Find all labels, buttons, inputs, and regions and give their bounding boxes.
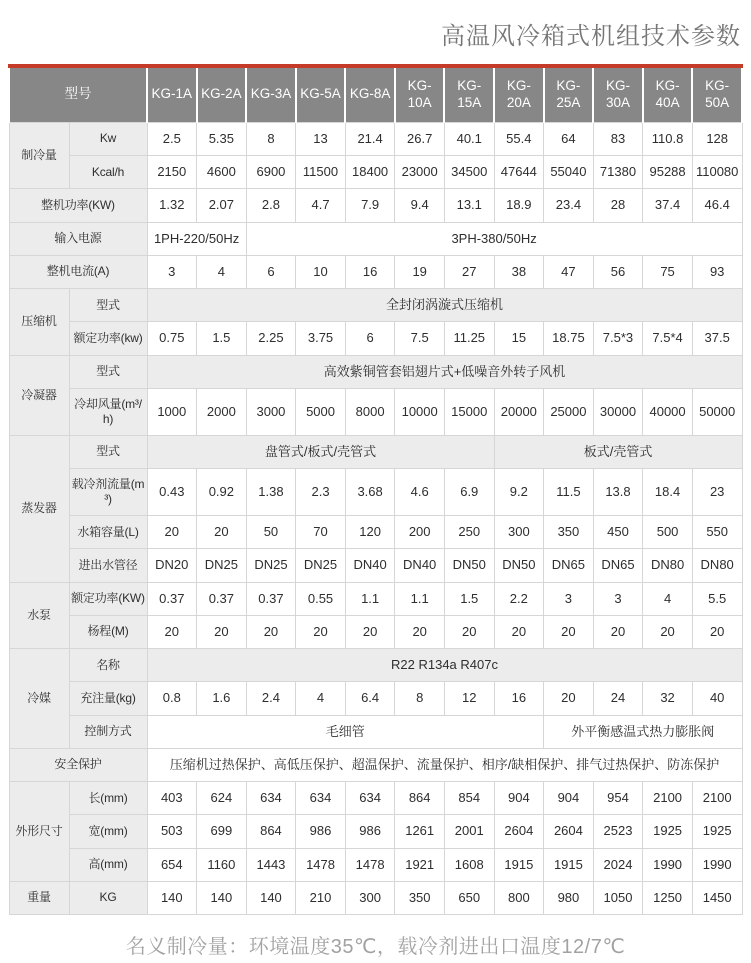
data-cell: 140 xyxy=(197,881,247,914)
row-label: Kw xyxy=(69,122,147,155)
data-cell: 4 xyxy=(643,582,693,615)
data-cell: 1921 xyxy=(395,848,445,881)
row-group-label: 水泵 xyxy=(9,582,69,649)
row-label: 安全保护 xyxy=(9,748,147,781)
data-cell: 18.9 xyxy=(494,189,544,222)
data-cell: 75 xyxy=(643,255,693,288)
table-row xyxy=(9,881,742,914)
data-cell: 550 xyxy=(692,516,742,549)
data-cell: 210 xyxy=(296,881,346,914)
data-cell: 7.5*4 xyxy=(643,322,693,355)
data-cell: 23.4 xyxy=(544,189,594,222)
data-cell: 654 xyxy=(147,848,197,881)
data-cell: 9.2 xyxy=(494,469,544,516)
data-cell: 800 xyxy=(494,881,544,914)
data-cell: 64 xyxy=(544,122,594,155)
data-cell: 1443 xyxy=(246,848,296,881)
column-header: KG-20A xyxy=(494,66,544,122)
data-cell: 20 xyxy=(147,516,197,549)
data-cell: 18.75 xyxy=(544,322,594,355)
data-cell: 3 xyxy=(544,582,594,615)
page-title: 高温风冷箱式机组技术参数 xyxy=(441,23,741,50)
row-label: 额定功率(KW) xyxy=(69,582,147,615)
data-cell: 20 xyxy=(246,615,296,648)
data-cell: 50 xyxy=(246,516,296,549)
row-label: 型式 xyxy=(69,355,147,388)
data-cell: 56 xyxy=(593,255,643,288)
data-cell: 3 xyxy=(147,255,197,288)
data-cell: 71380 xyxy=(593,156,643,189)
data-cell: 634 xyxy=(345,782,395,815)
data-cell: 11.25 xyxy=(444,322,494,355)
column-header: KG-5A xyxy=(296,66,346,122)
data-cell: 30000 xyxy=(593,388,643,435)
data-cell: 20 xyxy=(544,682,594,715)
data-cell: 20 xyxy=(544,615,594,648)
data-cell: 2.3 xyxy=(296,469,346,516)
data-cell: 3000 xyxy=(246,388,296,435)
data-cell: 1.5 xyxy=(444,582,494,615)
data-cell: 634 xyxy=(296,782,346,815)
merged-data-cell: 板式/壳管式 xyxy=(494,435,742,468)
data-cell: 8 xyxy=(395,682,445,715)
data-cell: 95288 xyxy=(643,156,693,189)
merged-data-cell: 高效紫铜管套铝翅片式+低噪音外转子风机 xyxy=(147,355,742,388)
data-cell: 93 xyxy=(692,255,742,288)
table-row xyxy=(9,782,742,815)
data-cell: 5.5 xyxy=(692,582,742,615)
data-cell: 40.1 xyxy=(444,122,494,155)
row-label: 充注量(kg) xyxy=(69,682,147,715)
table-row xyxy=(9,715,742,748)
row-label: 水箱容量(L) xyxy=(69,516,147,549)
data-cell: 18400 xyxy=(345,156,395,189)
column-header: KG-30A xyxy=(593,66,643,122)
data-cell: 6 xyxy=(246,255,296,288)
data-cell: 624 xyxy=(197,782,247,815)
column-header: KG-25A xyxy=(544,66,594,122)
data-cell: 0.43 xyxy=(147,469,197,516)
data-cell: 986 xyxy=(345,815,395,848)
table-row xyxy=(9,222,742,255)
data-cell: 0.37 xyxy=(246,582,296,615)
data-cell: 19 xyxy=(395,255,445,288)
data-cell: 500 xyxy=(643,516,693,549)
data-cell: 6900 xyxy=(246,156,296,189)
data-cell: 403 xyxy=(147,782,197,815)
row-label: 名称 xyxy=(69,649,147,682)
table-row xyxy=(9,388,742,435)
data-cell: 120 xyxy=(345,516,395,549)
table-row xyxy=(9,469,742,516)
data-cell: 1.32 xyxy=(147,189,197,222)
column-header: KG-1A xyxy=(147,66,197,122)
data-cell: 13 xyxy=(296,122,346,155)
data-cell: 24 xyxy=(593,682,643,715)
data-cell: DN65 xyxy=(544,549,594,582)
data-cell: 0.37 xyxy=(197,582,247,615)
data-cell: 986 xyxy=(296,815,346,848)
table-row xyxy=(9,615,742,648)
data-cell: 110.8 xyxy=(643,122,693,155)
data-cell: 2000 xyxy=(197,388,247,435)
data-cell: 11.5 xyxy=(544,469,594,516)
data-cell: 13.8 xyxy=(593,469,643,516)
data-cell: 3.68 xyxy=(345,469,395,516)
data-cell: 20 xyxy=(345,615,395,648)
data-cell: 2150 xyxy=(147,156,197,189)
data-cell: 70 xyxy=(296,516,346,549)
data-cell: 1925 xyxy=(692,815,742,848)
data-cell: 47644 xyxy=(494,156,544,189)
merged-data-cell: 1PH-220/50Hz xyxy=(147,222,246,255)
data-cell: 11500 xyxy=(296,156,346,189)
data-cell: 5.35 xyxy=(197,122,247,155)
row-group-label: 蒸发器 xyxy=(9,435,69,582)
data-cell: 7.5 xyxy=(395,322,445,355)
data-cell: 864 xyxy=(246,815,296,848)
data-cell: 20 xyxy=(494,615,544,648)
row-group-label: 压缩机 xyxy=(9,289,69,356)
row-group-label: 冷媒 xyxy=(9,649,69,749)
data-cell: 1261 xyxy=(395,815,445,848)
row-label: 冷却风量(m³/h) xyxy=(69,388,147,435)
data-cell: 20 xyxy=(643,615,693,648)
table-row xyxy=(9,748,742,781)
data-cell: 200 xyxy=(395,516,445,549)
row-label: 宽(mm) xyxy=(69,815,147,848)
data-cell: 128 xyxy=(692,122,742,155)
data-cell: 46.4 xyxy=(692,189,742,222)
data-cell: 140 xyxy=(246,881,296,914)
data-cell: 37.4 xyxy=(643,189,693,222)
table-row xyxy=(9,156,742,189)
merged-data-cell: 压缩机过热保护、高低压保护、超温保护、流量保护、相序/缺相保护、排气过热保护、防冻保护 xyxy=(147,748,742,781)
merged-data-cell: 3PH-380/50Hz xyxy=(246,222,742,255)
row-label: Kcal/h xyxy=(69,156,147,189)
data-cell: 47 xyxy=(544,255,594,288)
data-cell: 18.4 xyxy=(643,469,693,516)
data-cell: 904 xyxy=(544,782,594,815)
data-cell: 6.9 xyxy=(444,469,494,516)
spec-table xyxy=(8,64,743,915)
row-label: 额定功率(kw) xyxy=(69,322,147,355)
data-cell: 300 xyxy=(345,881,395,914)
data-cell: 1050 xyxy=(593,881,643,914)
data-cell: 10 xyxy=(296,255,346,288)
data-cell: 20000 xyxy=(494,388,544,435)
data-cell: 38 xyxy=(494,255,544,288)
merged-data-cell: 毛细管 xyxy=(147,715,544,748)
data-cell: 20 xyxy=(593,615,643,648)
data-cell: 23 xyxy=(692,469,742,516)
merged-data-cell: R22 R134a R407c xyxy=(147,649,742,682)
data-cell: 1990 xyxy=(692,848,742,881)
data-cell: DN25 xyxy=(246,549,296,582)
data-cell: DN25 xyxy=(296,549,346,582)
row-label: 长(mm) xyxy=(69,782,147,815)
row-label: 输入电源 xyxy=(9,222,147,255)
data-cell: 6.4 xyxy=(345,682,395,715)
data-cell: 1.6 xyxy=(197,682,247,715)
column-header: KG-2A xyxy=(197,66,247,122)
column-header: KG-8A xyxy=(345,66,395,122)
data-cell: 16 xyxy=(494,682,544,715)
data-cell: 50000 xyxy=(692,388,742,435)
data-cell: 2604 xyxy=(494,815,544,848)
data-cell: 20 xyxy=(147,615,197,648)
data-cell: 40 xyxy=(692,682,742,715)
row-group-label: 外形尺寸 xyxy=(9,782,69,882)
data-cell: 25000 xyxy=(544,388,594,435)
data-cell: 634 xyxy=(246,782,296,815)
data-cell: 0.8 xyxy=(147,682,197,715)
merged-data-cell: 外平衡感温式热力膨胀阀 xyxy=(544,715,742,748)
data-cell: 2001 xyxy=(444,815,494,848)
row-label: 整机电流(A) xyxy=(9,255,147,288)
row-label: 控制方式 xyxy=(69,715,147,748)
row-label: 型式 xyxy=(69,289,147,322)
data-cell: 864 xyxy=(395,782,445,815)
data-cell: 2.25 xyxy=(246,322,296,355)
table-row xyxy=(9,122,742,155)
data-cell: 5000 xyxy=(296,388,346,435)
table-row xyxy=(9,355,742,388)
data-cell: 8 xyxy=(246,122,296,155)
row-group-label: 重量 xyxy=(9,881,69,914)
data-cell: 20 xyxy=(197,516,247,549)
data-cell: 1450 xyxy=(692,881,742,914)
data-cell: DN25 xyxy=(197,549,247,582)
row-label: 高(mm) xyxy=(69,848,147,881)
table-row xyxy=(9,322,742,355)
data-cell: 1608 xyxy=(444,848,494,881)
data-cell: 55.4 xyxy=(494,122,544,155)
data-cell: 699 xyxy=(197,815,247,848)
data-cell: 37.5 xyxy=(692,322,742,355)
data-cell: 2100 xyxy=(643,782,693,815)
data-cell: DN40 xyxy=(395,549,445,582)
table-row xyxy=(9,848,742,881)
header-row xyxy=(9,66,742,122)
data-cell: 83 xyxy=(593,122,643,155)
data-cell: DN20 xyxy=(147,549,197,582)
data-cell: 0.75 xyxy=(147,322,197,355)
column-header: KG-10A xyxy=(395,66,445,122)
data-cell: 40000 xyxy=(643,388,693,435)
table-row xyxy=(9,682,742,715)
data-cell: 20 xyxy=(395,615,445,648)
data-cell: 3.75 xyxy=(296,322,346,355)
data-cell: 20 xyxy=(444,615,494,648)
column-header: KG-50A xyxy=(692,66,742,122)
data-cell: 1925 xyxy=(643,815,693,848)
data-cell: 16 xyxy=(345,255,395,288)
data-cell: 350 xyxy=(544,516,594,549)
data-cell: 1915 xyxy=(494,848,544,881)
data-cell: 1478 xyxy=(345,848,395,881)
row-label: 整机功率(KW) xyxy=(9,189,147,222)
row-label: 型式 xyxy=(69,435,147,468)
data-cell: 140 xyxy=(147,881,197,914)
data-cell: 1160 xyxy=(197,848,247,881)
table-row xyxy=(9,189,742,222)
data-cell: 1000 xyxy=(147,388,197,435)
data-cell: 0.92 xyxy=(197,469,247,516)
data-cell: 2100 xyxy=(692,782,742,815)
data-cell: 450 xyxy=(593,516,643,549)
data-cell: 0.55 xyxy=(296,582,346,615)
data-cell: 10000 xyxy=(395,388,445,435)
data-cell: 7.5*3 xyxy=(593,322,643,355)
data-cell: 0.37 xyxy=(147,582,197,615)
data-cell: 26.7 xyxy=(395,122,445,155)
data-cell: 250 xyxy=(444,516,494,549)
data-cell: 1.1 xyxy=(395,582,445,615)
data-cell: 34500 xyxy=(444,156,494,189)
data-cell: DN40 xyxy=(345,549,395,582)
data-cell: 15 xyxy=(494,322,544,355)
footnote: 名义制冷量：环境温度35℃，载冷剂进出口温度12/7℃ xyxy=(125,936,626,958)
data-cell: DN50 xyxy=(494,549,544,582)
merged-data-cell: 全封闭涡漩式压缩机 xyxy=(147,289,742,322)
data-cell: DN80 xyxy=(692,549,742,582)
data-cell: 2.2 xyxy=(494,582,544,615)
table-row xyxy=(9,255,742,288)
data-cell: 6 xyxy=(345,322,395,355)
data-cell: 2523 xyxy=(593,815,643,848)
data-cell: 300 xyxy=(494,516,544,549)
data-cell: 4.6 xyxy=(395,469,445,516)
data-cell: 4 xyxy=(296,682,346,715)
row-label: KG xyxy=(69,881,147,914)
data-cell: 1250 xyxy=(643,881,693,914)
data-cell: 2604 xyxy=(544,815,594,848)
data-cell: 32 xyxy=(643,682,693,715)
merged-data-cell: 盘管式/板式/壳管式 xyxy=(147,435,494,468)
table-row xyxy=(9,435,742,468)
data-cell: 1915 xyxy=(544,848,594,881)
data-cell: 27 xyxy=(444,255,494,288)
data-cell: DN65 xyxy=(593,549,643,582)
data-cell: 20 xyxy=(197,615,247,648)
data-cell: 13.1 xyxy=(444,189,494,222)
data-cell: 20 xyxy=(296,615,346,648)
data-cell: 21.4 xyxy=(345,122,395,155)
row-group-label: 制冷量 xyxy=(9,122,69,189)
data-cell: 2.5 xyxy=(147,122,197,155)
data-cell: 1478 xyxy=(296,848,346,881)
column-header: KG-40A xyxy=(643,66,693,122)
data-cell: 4 xyxy=(197,255,247,288)
data-cell: 1.38 xyxy=(246,469,296,516)
data-cell: 503 xyxy=(147,815,197,848)
table-row xyxy=(9,582,742,615)
data-cell: 20 xyxy=(692,615,742,648)
data-cell: 3 xyxy=(593,582,643,615)
data-cell: 1.1 xyxy=(345,582,395,615)
column-header: KG-3A xyxy=(246,66,296,122)
data-cell: 2.4 xyxy=(246,682,296,715)
row-label: 进出水管径 xyxy=(69,549,147,582)
table-row xyxy=(9,649,742,682)
row-group-label: 冷凝器 xyxy=(9,355,69,435)
table-row xyxy=(9,289,742,322)
data-cell: 2.07 xyxy=(197,189,247,222)
data-cell: 4600 xyxy=(197,156,247,189)
data-cell: 1.5 xyxy=(197,322,247,355)
data-cell: 904 xyxy=(494,782,544,815)
table-row xyxy=(9,516,742,549)
column-header-model: 型号 xyxy=(9,66,147,122)
data-cell: 9.4 xyxy=(395,189,445,222)
table-body xyxy=(9,122,742,914)
data-cell: 854 xyxy=(444,782,494,815)
data-cell: 954 xyxy=(593,782,643,815)
data-cell: DN80 xyxy=(643,549,693,582)
data-cell: 4.7 xyxy=(296,189,346,222)
data-cell: 980 xyxy=(544,881,594,914)
data-cell: 650 xyxy=(444,881,494,914)
data-cell: 7.9 xyxy=(345,189,395,222)
table-row xyxy=(9,549,742,582)
data-cell: 2.8 xyxy=(246,189,296,222)
data-cell: 350 xyxy=(395,881,445,914)
data-cell: 2024 xyxy=(593,848,643,881)
row-label: 杨程(M) xyxy=(69,615,147,648)
column-header: KG-15A xyxy=(444,66,494,122)
data-cell: 55040 xyxy=(544,156,594,189)
data-cell: DN50 xyxy=(444,549,494,582)
data-cell: 12 xyxy=(444,682,494,715)
data-cell: 15000 xyxy=(444,388,494,435)
data-cell: 28 xyxy=(593,189,643,222)
row-label: 载冷剂流量(m³) xyxy=(69,469,147,516)
data-cell: 1990 xyxy=(643,848,693,881)
data-cell: 110080 xyxy=(692,156,742,189)
data-cell: 23000 xyxy=(395,156,445,189)
table-row xyxy=(9,815,742,848)
data-cell: 8000 xyxy=(345,388,395,435)
